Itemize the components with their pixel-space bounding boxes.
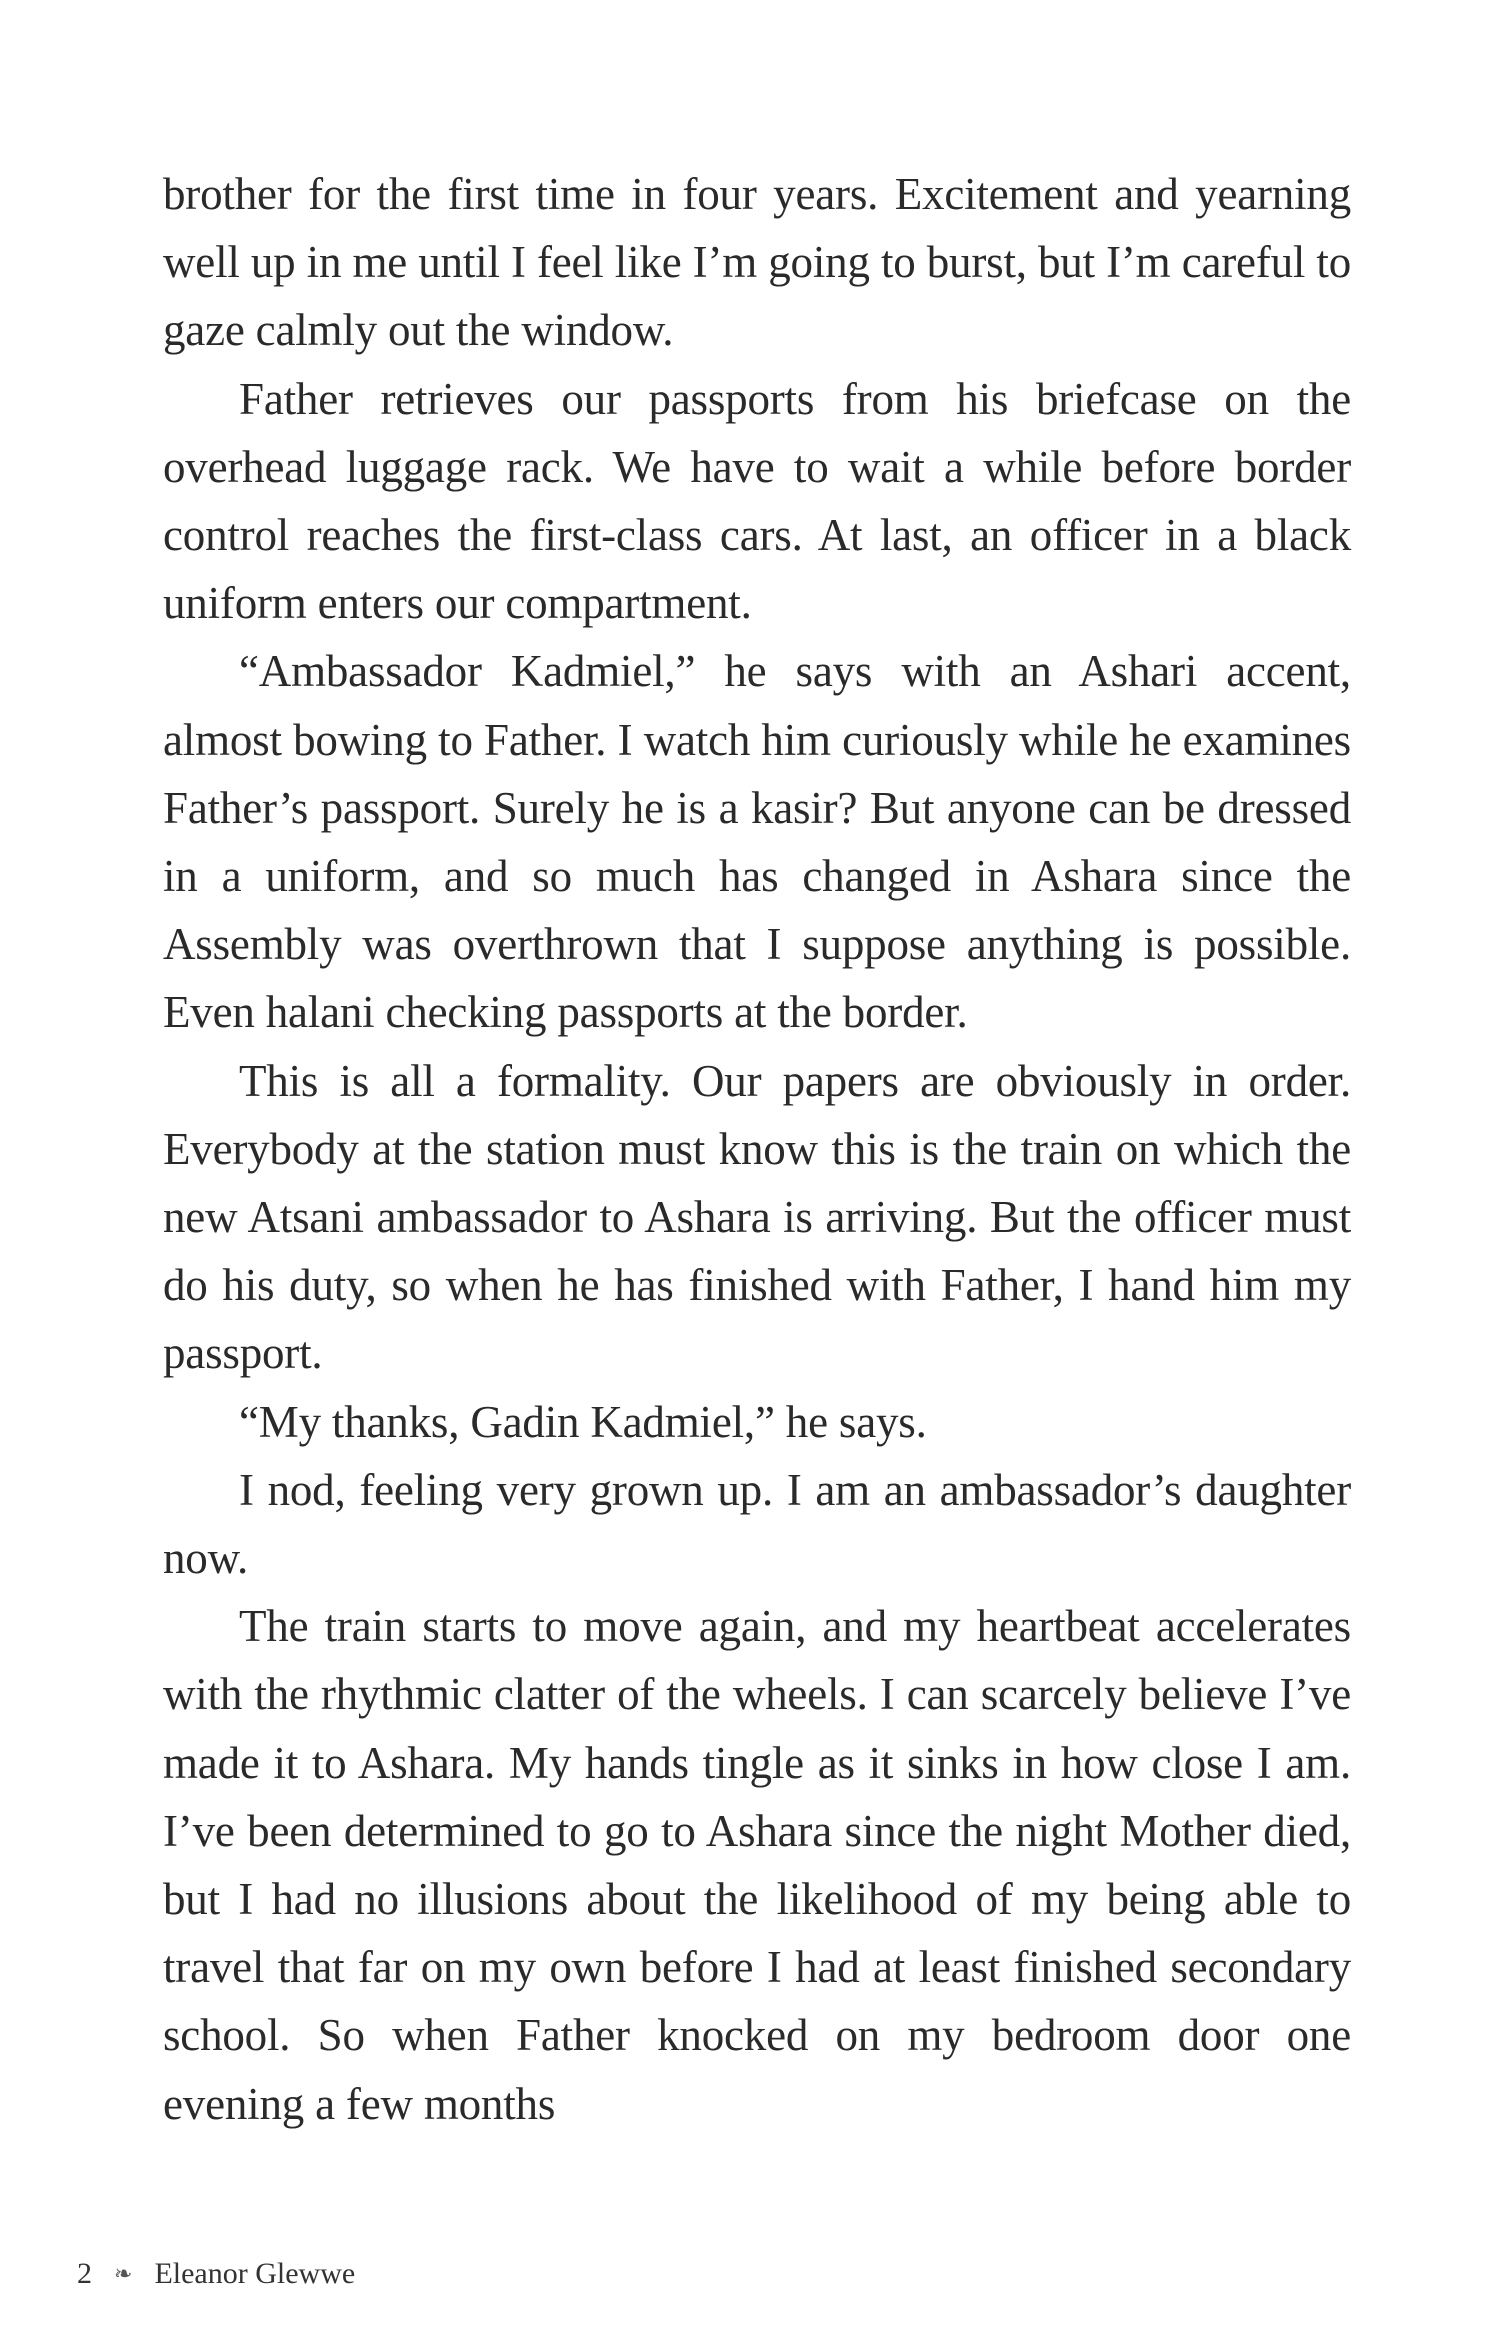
fleuron-icon: ❧ (114, 2261, 133, 2287)
paragraph-2: Father retrieves our passports from his briefcase on the overhead luggage rack. We have to wait a while before border control reaches the first-class cars. At last, an officer in a black uniform enters our compartment. (163, 373, 1351, 629)
paragraph-5: “My thanks, Gadin Kadmiel,” he says. (239, 1396, 927, 1447)
paragraph-1: brother for the first time in four years. Excitement and yearning well up in me until I feel like I’m going to burst, but I’m careful to gaze calmly out the window. (163, 169, 1351, 356)
author-name: Eleanor Glewwe (154, 2257, 356, 2291)
paragraph-6: I nod, feeling very grown up. I am an ambassador’s daughter now. (163, 1464, 1351, 1584)
paragraph-3: “Ambassador Kadmiel,” he says with an Ashari accent, almost bowing to Father. I watch him curiously while he examines Father’s passport. Surely he is a kasir? But anyone can be dressed in a uniform, and so much has changed in Ashara since the Assembly was overthrown that I suppose anything is possible. Even halani checking passports at the border. (163, 646, 1351, 1038)
paragraph-7: The train starts to move again, and my heartbeat accelerates with the rhythmic clatter of the wheels. I can scarcely believe I’ve made it to Ashara. My hands tingle as it sinks in how close I am. I’ve been determined to go to Ashara since the night Mother died, but I had no illusions about the likelihood of my being able to travel that far on my own before I had at least finished secondary school. So when Father knocked on my bedroom door one evening a few months (163, 1601, 1351, 2129)
body-text (163, 160, 1351, 2138)
page-footer (77, 2254, 355, 2292)
page-number: 2 (77, 2257, 92, 2291)
paragraph-4: This is all a formality. Our papers are obviously in order. Everybody at the station must know this is the train on which the new Atsani ambassador to Ashara is arriving. But the officer must do his duty, so when he has finished with Father, I hand him my passport. (163, 1055, 1351, 1379)
